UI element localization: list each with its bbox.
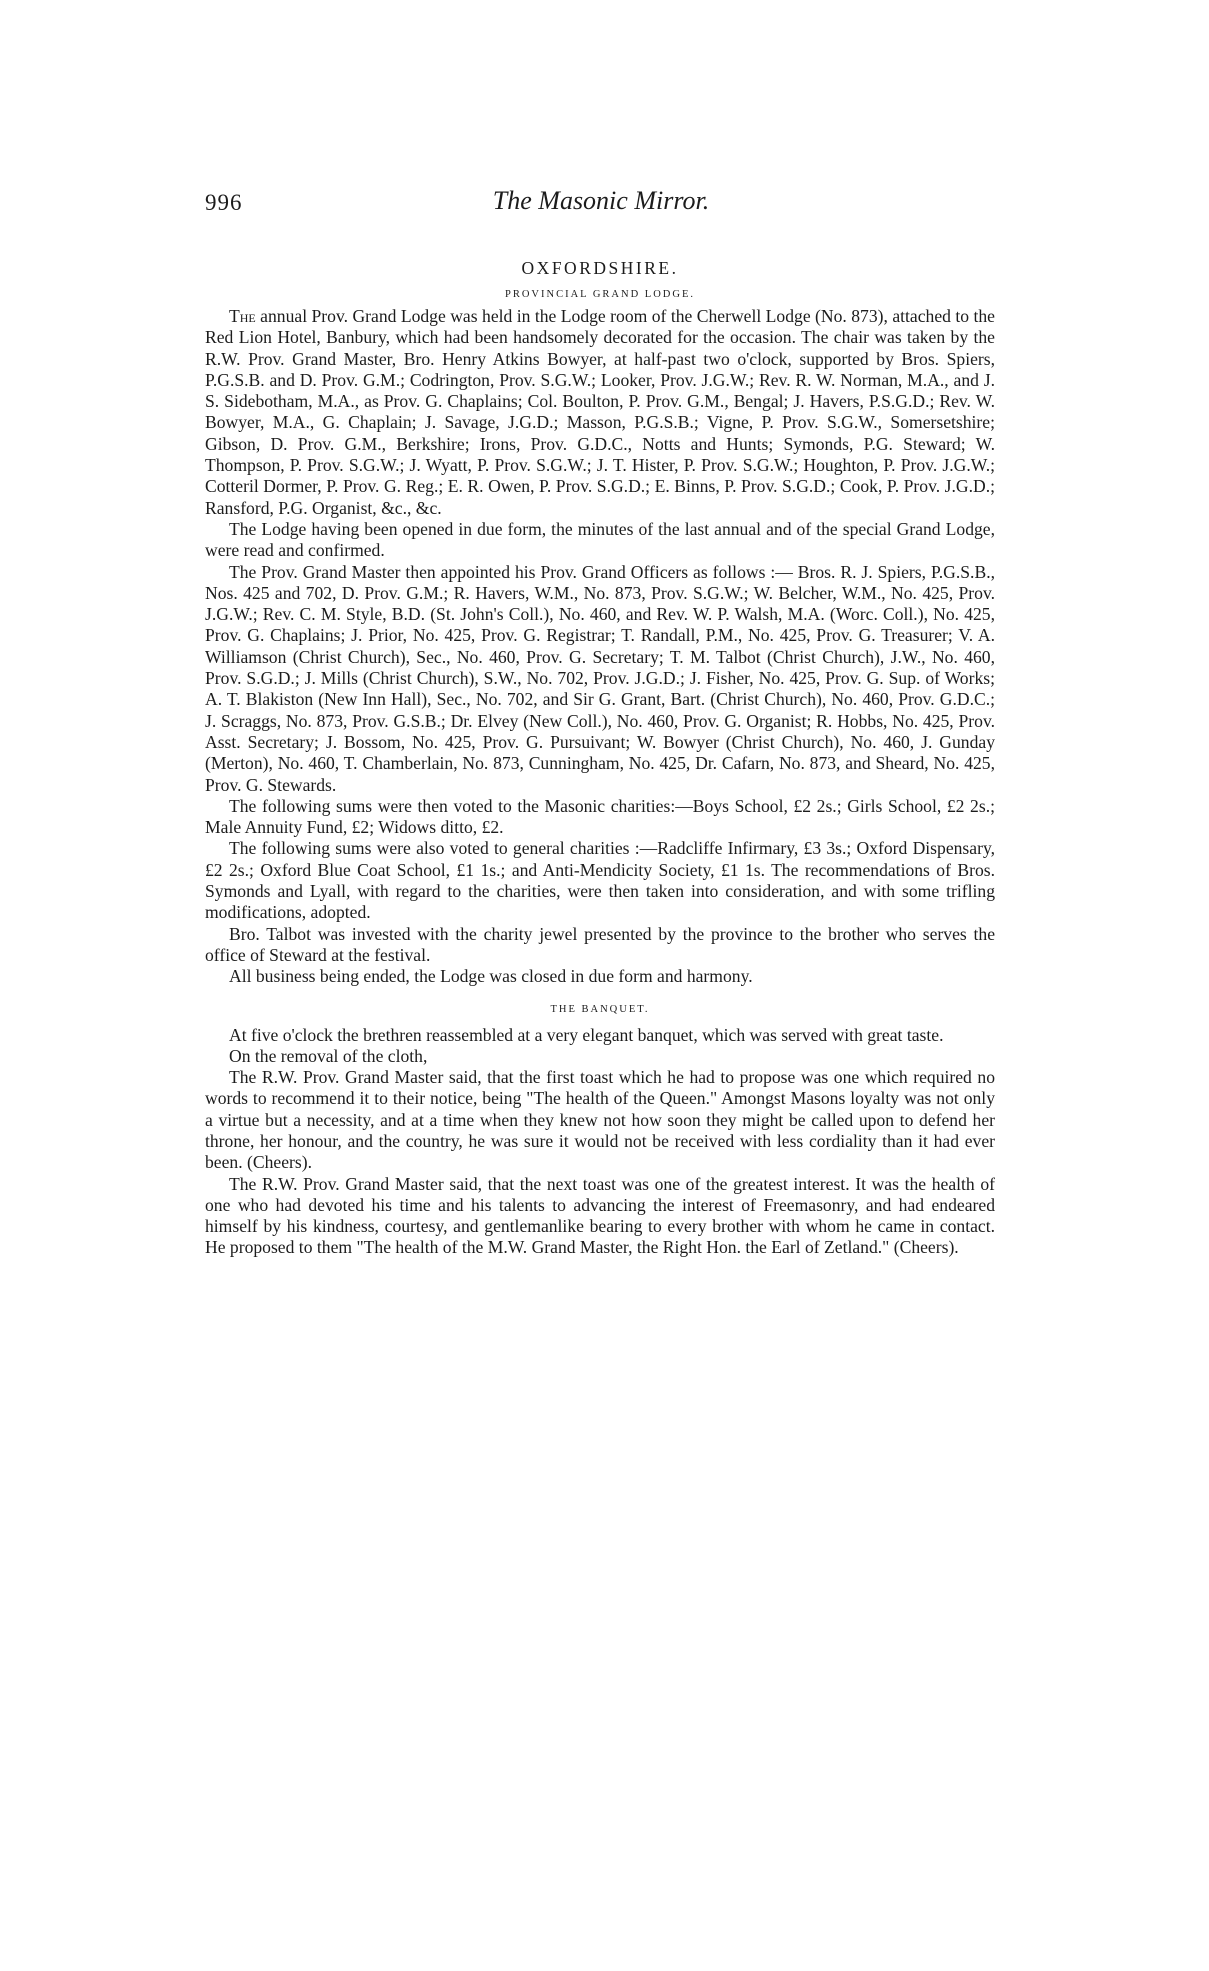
section-title: OXFORDSHIRE.	[521, 258, 679, 278]
paragraph-text: annual Prov. Grand Lodge was held in the Lodge room of the Cherwell Lodge (No. 873), attached to the Red Lion Hotel, Banbury, which had been handsomely decorated for the occasion. The chair was taken by the R.W. Prov. Grand Master, Bro. Henry Atkins Bowyer, at half-past two o'clock, supported by Bros. Spiers, P.G.S.B. and D. Prov. G.M.; Codrington, Prov. S.G.W.; Looker, Prov. J.G.W.; Rev. R. W. Norman, M.A., and J. S. Sidebotham, M.A., as Prov. G. Chaplains; Col. Boulton, P. Prov. G.M., Bengal; J. Havers, P.S.G.D.; Rev. W. Bowyer, M.A., G. Chaplain; J. Savage, J.G.D.; Masson, P.G.S.B.; Vigne, P. Prov. S.G.W., Somersetshire; Gibson, D. Prov. G.M., Berkshire; Irons, Prov. G.D.C., Notts and Hunts; Symonds, P.G. Steward; W. Thompson, P. Prov. S.G.W.; J. Wyatt, P. Prov. S.G.W.; J. T. Hister, P. Prov. S.G.W.; Houghton, P. Prov. J.G.W.; Cotteril Dormer, P. Prov. G. Reg.; E. R. Owen, P. Prov. S.G.D.; E. Binns, P. Prov. S.G.D.; Cook, P. Prov. J.G.D.; Ransford, P.G. Organist, &c., &c.	[205, 306, 995, 518]
paragraph-toast-grand-master: The R.W. Prov. Grand Master said, that the next toast was one of the greatest interest. It was the health of one who had devoted his time and his talents to advancing the interest of Freemasonry, and had endeared himself by his kindness, courtesy, and gentlemanlike bearing to every brother with whom he came in contact. He proposed to them "The health of the M.W. Grand Master, the Right Hon. the Earl of Zetland." (Cheers).	[205, 1173, 995, 1258]
paragraph-toast-queen: The R.W. Prov. Grand Master said, that the first toast which he had to propose was one which required no words to recommend it to their notice, being "The health of the Queen." Amongst Masons loyalty was not only a virtue but a necessity, and at a time when they knew not how soon they might be called upon to defend her throne, her honour, and the country, he was sure it would not be received with less cordiality than it had ever been. (Cheers).	[205, 1067, 995, 1173]
paragraph-banquet-intro: At five o'clock the brethren reassembled at a very elegant banquet, which was served with great taste.	[229, 1024, 944, 1045]
article-body	[205, 258, 995, 1259]
paragraph-cloth-removal: On the removal of the cloth,	[229, 1045, 428, 1066]
paragraph-general-charities: The following sums were also voted to general charities :—Radcliffe Infirmary, £3 3s.; Oxford Dispensary, £2 2s.; Oxford Blue Coat School, £1 1s.; and Anti-Mendicity Society, £1 1s. The recommendations of Bros. Symonds and Lyall, with regard to the charities, were then taken into consideration, and with some trifling modifications, adopted.	[205, 838, 995, 923]
paragraph-closing: All business being ended, the Lodge was closed in due form and harmony.	[229, 966, 753, 987]
paragraph-minutes: The Lodge having been opened in due form, the minutes of the last annual and of the special Grand Lodge, were read and confirmed.	[205, 518, 995, 561]
paragraph-appointments: The Prov. Grand Master then appointed his Prov. Grand Officers as follows :— Bros. R. J. Spiers, P.G.S.B., Nos. 425 and 702, D. Prov. G.M.; R. Havers, W.M., No. 873, Prov. S.G.W.; W. Belcher, W.M., No. 425, Prov. J.G.W.; Rev. C. M. Style, B.D. (St. John's Coll.), No. 460, and Rev. W. P. Walsh, M.A. (Worc. Coll.), No. 425, Prov. G. Chaplains; J. Prior, No. 425, Prov. G. Registrar; T. Randall, P.M., No. 425, Prov. G. Treasurer; V. A. Williamson (Christ Church), Sec., No. 460, Prov. G. Secretary; T. M. Talbot (Christ Church), J.W., No. 460, Prov. S.G.D.; J. Mills (Christ Church), S.W., No. 702, Prov. J.G.D.; J. Fisher, No. 425, Prov. G. Sup. of Works; A. T. Blakiston (New Inn Hall), Sec., No. 702, and Sir G. Grant, Bart. (Christ Church), No. 460, Prov. G.D.C.; J. Scraggs, No. 873, Prov. G.S.B.; Dr. Elvey (New Coll.), No. 460, Prov. G. Organist; R. Hobbs, No. 425, Prov. Asst. Secretary; J. Bossom, No. 425, Prov. G. Pursuivant; W. Bowyer (Christ Church), No. 460, J. Gunday (Merton), No. 460, T. Chamberlain, No. 873, Cunningham, No. 425, Dr. Cafarn, No. 873, and Sheard, No. 425, Prov. G. Stewards.	[205, 561, 995, 795]
banquet-title: THE BANQUET.	[550, 1003, 650, 1015]
running-title: The Masonic Mirror.	[492, 186, 710, 215]
paragraph-masonic-charities: The following sums were then voted to the Masonic charities:—Boys School, £2 2s.; Girls School, £2 2s.; Male Annuity Fund, £2; Widows ditto, £2.	[205, 795, 995, 838]
page-number: 996	[205, 190, 243, 215]
paragraph-opening	[205, 306, 995, 519]
paragraph-lead-word: The	[229, 306, 256, 326]
subsection-title: PROVINCIAL GRAND LODGE.	[505, 289, 695, 300]
paragraph-charity-jewel: Bro. Talbot was invested with the charity jewel presented by the province to the brother who serves the office of Steward at the festival.	[205, 923, 995, 965]
page-header	[205, 186, 997, 230]
